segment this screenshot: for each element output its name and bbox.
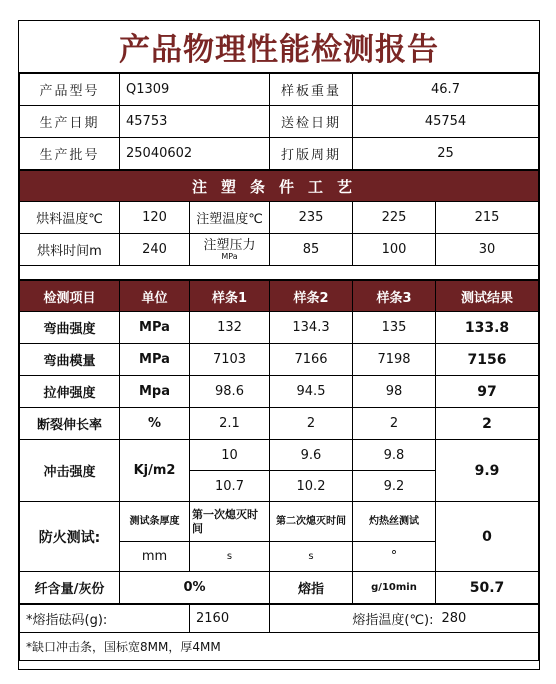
table-row — [20, 376, 539, 408]
inj-temp-1: 235 — [270, 202, 353, 234]
table-row — [20, 408, 539, 440]
header-sample-1: 样条1 — [190, 281, 270, 312]
impact-r1-s2: 9.6 — [270, 440, 353, 471]
fiber-label: 纤含量/灰份 — [20, 572, 120, 604]
header-sample-3: 样条3 — [353, 281, 436, 312]
row-item: 弯曲强度 — [20, 312, 120, 344]
row-item: 弯曲模量 — [20, 344, 120, 376]
row-sample-3: 98 — [353, 376, 436, 408]
row-sample-2: 7166 — [270, 344, 353, 376]
row-result: 97 — [436, 376, 539, 408]
batch-label: 生产批号 — [20, 138, 120, 170]
header-item: 检测项目 — [20, 281, 120, 312]
melt-temp-value: 280 — [436, 605, 539, 633]
melt-weight-value: 2160 — [190, 605, 270, 633]
row-result: 133.8 — [436, 312, 539, 344]
row-sample-3: 135 — [353, 312, 436, 344]
inj-temp-2: 225 — [353, 202, 436, 234]
fire-first-label: 第一次熄灭时间 — [190, 502, 270, 542]
row-result: 2 — [436, 408, 539, 440]
dry-time-value: 240 — [120, 234, 190, 266]
row-sample-2: 2 — [270, 408, 353, 440]
impact-r2-s2: 10.2 — [270, 471, 353, 502]
inj-pressure-unit: MPa — [221, 251, 238, 261]
inj-pressure-cell — [190, 234, 270, 266]
impact-r1-s3: 9.8 — [353, 440, 436, 471]
process-table — [19, 170, 539, 280]
header-unit: 单位 — [120, 281, 190, 312]
row-unit: Mpa — [120, 376, 190, 408]
melt-weight-label: *熔指砝码(g): — [20, 605, 190, 633]
row-sample-3: 2 — [353, 408, 436, 440]
impact-r2-s1: 10.7 — [190, 471, 270, 502]
row-item: 拉伸强度 — [20, 376, 120, 408]
dry-temp-label: 烘料温度℃ — [20, 202, 120, 234]
fire-first-unit: s — [190, 542, 270, 572]
fire-second-unit: s — [270, 542, 353, 572]
impact-r1-s1: 10 — [190, 440, 270, 471]
dry-time-label: 烘料时间m — [20, 234, 120, 266]
header-result: 测试结果 — [436, 281, 539, 312]
model-label: 产品型号 — [20, 74, 120, 106]
impact-item: 冲击强度 — [20, 440, 120, 502]
fire-thickness-label: 测试条厚度 — [120, 502, 190, 542]
row-sample-1: 132 — [190, 312, 270, 344]
info-table — [19, 73, 539, 170]
spacer-row — [20, 266, 539, 280]
weight-value: 46.7 — [353, 74, 539, 106]
fire-item: 防火测试: — [20, 502, 120, 572]
row-sample-1: 98.6 — [190, 376, 270, 408]
row-sample-3: 7198 — [353, 344, 436, 376]
prod-date-value: 45753 — [120, 106, 270, 138]
inj-temp-3: 215 — [436, 202, 539, 234]
send-date-label: 送检日期 — [270, 106, 353, 138]
table-row — [20, 312, 539, 344]
cycle-label: 打版周期 — [270, 138, 353, 170]
inj-pressure-2: 100 — [353, 234, 436, 266]
row-sample-1: 2.1 — [190, 408, 270, 440]
fiber-value: 0% — [120, 572, 270, 604]
row-item: 断裂伸长率 — [20, 408, 120, 440]
batch-value: 25040602 — [120, 138, 270, 170]
report-sheet — [18, 20, 540, 670]
inj-pressure-label: 注塑压力 — [203, 237, 256, 253]
model-value: Q1309 — [120, 74, 270, 106]
footer-table — [19, 604, 539, 661]
inj-temp-label: 注塑温度℃ — [190, 202, 270, 234]
fire-wire-unit: ° — [353, 542, 436, 572]
row-unit: MPa — [120, 344, 190, 376]
cycle-value: 25 — [353, 138, 539, 170]
weight-label: 样板重量 — [270, 74, 353, 106]
fire-result: 0 — [436, 502, 539, 572]
row-sample-2: 134.3 — [270, 312, 353, 344]
impact-unit: Kj/m2 — [120, 440, 190, 502]
fire-thickness-unit: mm — [120, 542, 190, 572]
footer-note: *缺口冲击条，国标宽8MM，厚4MM — [20, 633, 539, 661]
melt-label: 熔指 — [270, 572, 353, 604]
melt-unit: g/10min — [353, 572, 436, 604]
impact-r2-s3: 9.2 — [353, 471, 436, 502]
inj-pressure-1: 85 — [270, 234, 353, 266]
header-sample-2: 样条2 — [270, 281, 353, 312]
row-sample-1: 7103 — [190, 344, 270, 376]
report-title: 产品物理性能检测报告 — [19, 21, 539, 73]
melt-temp-label: 熔指温度(℃): — [270, 605, 436, 633]
row-sample-2: 94.5 — [270, 376, 353, 408]
row-unit: % — [120, 408, 190, 440]
melt-value: 50.7 — [436, 572, 539, 604]
prod-date-label: 生产日期 — [20, 106, 120, 138]
row-result: 7156 — [436, 344, 539, 376]
inj-pressure-3: 30 — [436, 234, 539, 266]
fire-second-label: 第二次熄灭时间 — [270, 502, 353, 542]
test-table — [19, 280, 539, 604]
impact-result: 9.9 — [436, 440, 539, 502]
dry-temp-value: 120 — [120, 202, 190, 234]
row-unit: MPa — [120, 312, 190, 344]
send-date-value: 45754 — [353, 106, 539, 138]
table-row — [20, 344, 539, 376]
fire-wire-label: 灼热丝测试 — [353, 502, 436, 542]
process-header: 注塑条件工艺 — [20, 171, 539, 202]
